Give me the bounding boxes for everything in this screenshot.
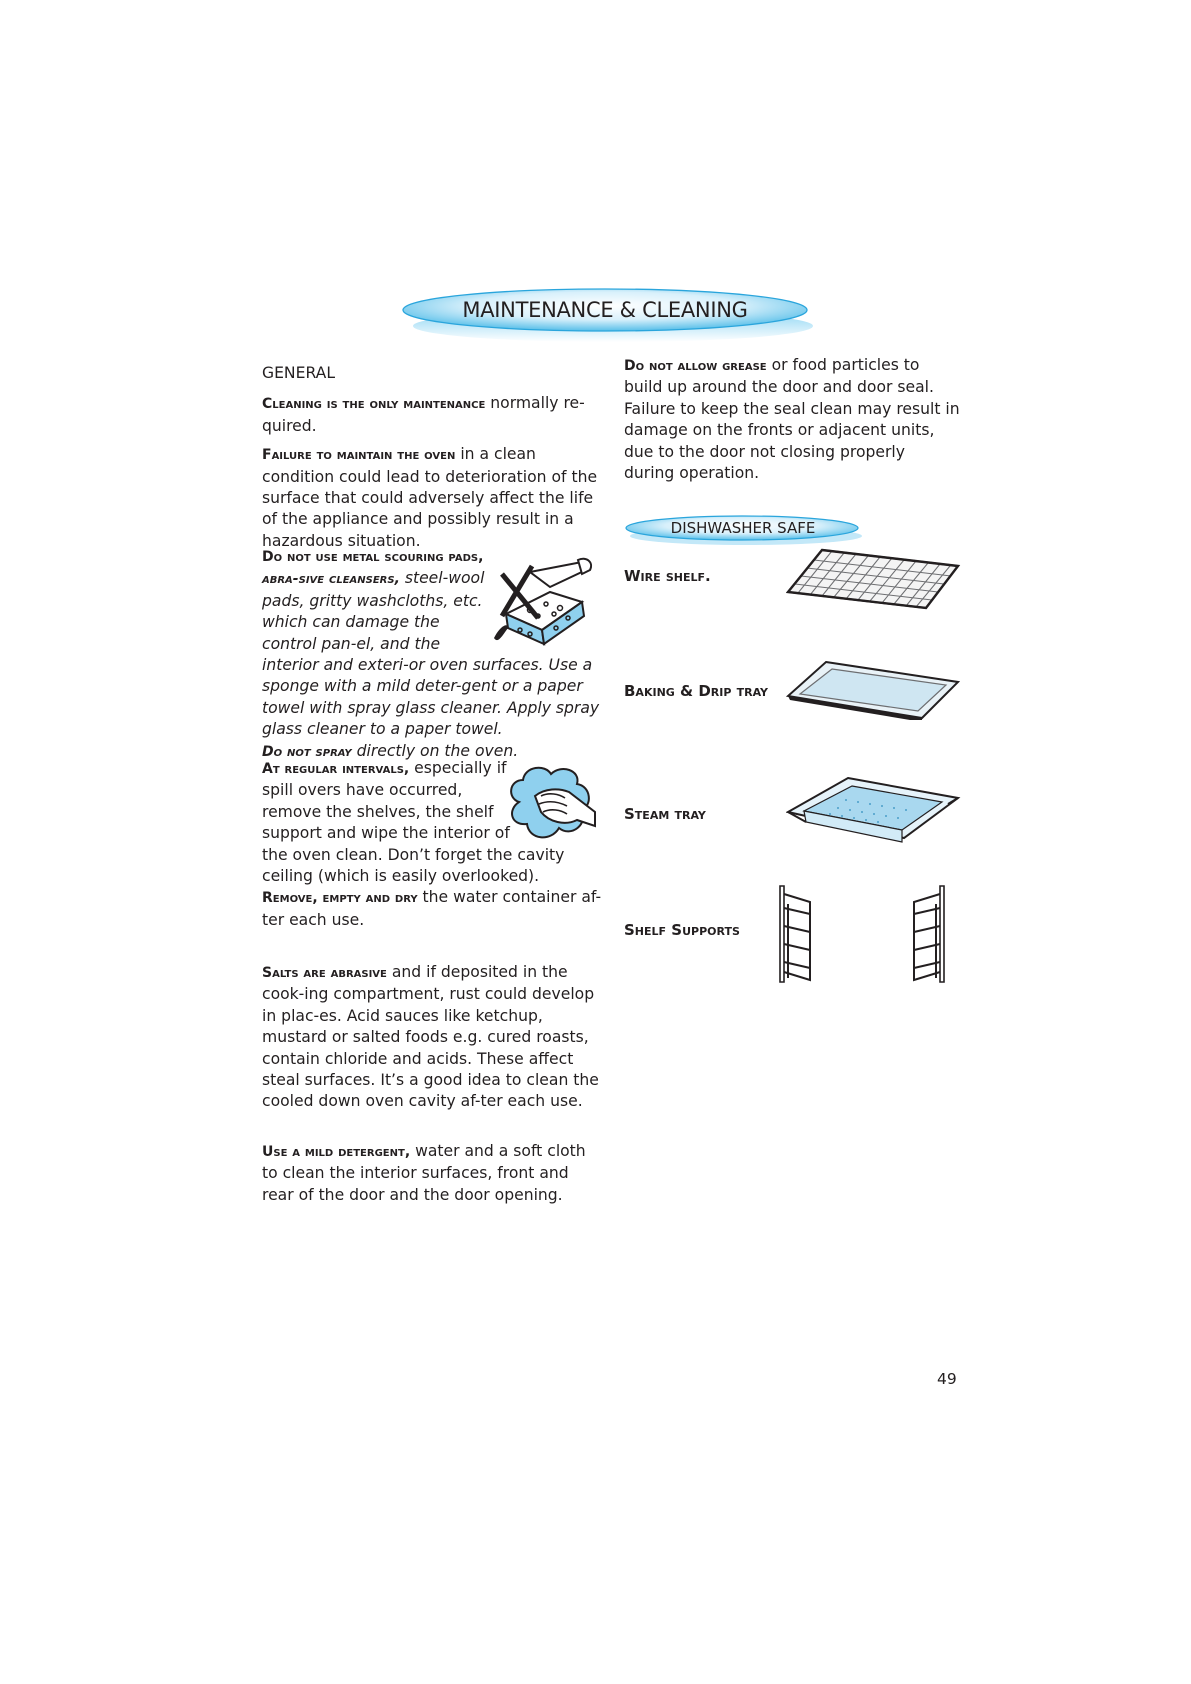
salts-text [262, 962, 602, 1113]
dishwasher-title: DISHWASHER SAFE [670, 519, 816, 537]
body-text: normally re-quired. [262, 394, 585, 435]
page-number: 49 [937, 1370, 957, 1388]
steam-tray-icon [786, 776, 961, 848]
body-text: especially if spill overs have occurred, remove the shelves, the shelf support and wipe the interior of the oven clean. Don’t forget the cavity ceiling (which is easily overlooked). [262, 759, 565, 886]
section-banner [401, 288, 809, 332]
lead-text: Failure to maintain the oven [262, 447, 456, 464]
item-label-wire-shelf: Wire shelf. [624, 567, 711, 585]
shelf-support-left-icon [776, 884, 816, 984]
lead-text: Do not allow grease [624, 358, 767, 374]
paragraph-salts [262, 962, 602, 1113]
body-text: in a clean condition could lead to deterioration of the surface that could adversely affect the life of the appliance and possibly result in a hazardous situation. [262, 445, 598, 550]
grease-text [624, 355, 960, 484]
dishwasher-banner [624, 514, 874, 546]
paragraph-failure [262, 444, 602, 552]
item-label-steam-tray: Steam tray [624, 805, 706, 823]
item-label-baking-tray: Baking & Drip tray [624, 682, 769, 700]
body-text: or food particles to build up around the door and door seal. Failure to keep the seal clean may result in damage on the fronts or adjacent units, due to the door not closing properly during operation. [624, 356, 960, 483]
baking-tray-icon [786, 660, 961, 720]
lead-text: Use a mild detergent, [262, 1144, 411, 1160]
lead-text: Cleaning is the only maintenance [262, 396, 486, 413]
lead-text: Do not use metal scouring pads, [262, 549, 484, 565]
paragraph-cleaning [262, 393, 602, 437]
left-column [262, 363, 602, 574]
lead-text: Remove, empty and dry [262, 890, 418, 907]
wire-shelf-icon [786, 548, 961, 610]
body-text: the water container af-ter each use. [262, 888, 602, 929]
lead-text-italic: abra-sive cleansers, [262, 571, 400, 588]
cleaning-cloth-icon [505, 762, 600, 847]
detergent-text [262, 1141, 602, 1206]
page-title: MAINTENANCE & CLEANING [462, 298, 748, 322]
lead-text: Salts are abrasive [262, 965, 387, 981]
body-text: directly on the oven. [351, 741, 519, 760]
paragraph-detergent [262, 1141, 602, 1206]
item-label-shelf-supports: Shelf Supports [624, 921, 740, 939]
scouring-pad-icon [490, 552, 600, 652]
general-heading: GENERAL [262, 364, 336, 382]
paragraph-grease [624, 355, 960, 484]
body-text: and if deposited in the cook-ing compartment, rust could develop in plac-es. Acid sauces like ketchup, mustard or salted foods e.g. cured roasts, contain chloride and acids. These affect steal surfaces. It’s a good idea to clean the cooled down oven cavity af-ter each use. [262, 963, 599, 1111]
shelf-support-right-icon [908, 884, 948, 984]
body-text: water and a soft cloth to clean the interior surfaces, front and rear of the door and the door opening. [262, 1142, 586, 1204]
body-text: steel-wool pads, gritty washcloths, etc. which can damage the control pan-el, and the interior and exteri-or oven surfaces. Use a sponge with a mild deter-gent or a paper towel with spray glass cleaner. Apply spray glass cleaner to a paper towel. [262, 569, 600, 739]
lead-text: Do not spray [262, 743, 352, 760]
lead-text: At regular intervals, [262, 761, 410, 777]
